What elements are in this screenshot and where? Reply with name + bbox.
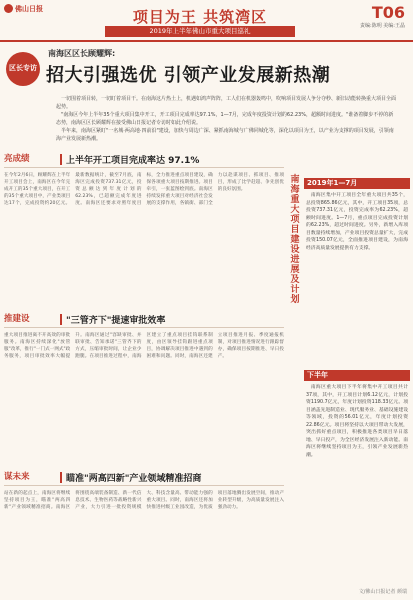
section-title: 上半年开工项目完成率达 97.1% [66, 156, 200, 166]
sidebar-block-text: 南海区重大项目下半年将集中开工项目共计37项，其中，开工项目计划6.12亿元，计划投资1190.7亿元，年度计划投资118.33亿元。项目涵盖先进制造业、现代服务业、基础设施建设等领域，投资的56.01亿元，年度计划投资22.86亿元。项目将坚持以大项目带动大发展，突出抓好重点项目，积极推进各类项目早日落地、早日投产，为全区经济发展注入新动能。南海区将继续坚持项目为王，引领产业发展新热潮。 [306, 385, 408, 458]
lead-paragraph: 半年来，南海区紧盯"一名城·两高地·四前沿"建设，加快与周边广深、紧抓南海城与广佛同城化等，深化以项目为王，以产业为支撑的项目发展，引领南海产业发展新热潮。 [56, 128, 394, 142]
section-rule [4, 327, 284, 328]
sidebar-block-header: 下半年 [304, 370, 410, 381]
section-body: 站在新的起点上，南海区将继续坚持项目为王，瞄准"两高四新"产业领域精准招商。南海区将围绕高端装备制造、新一代信息技术、生物医药等战略性新兴产业，大力引进一批投资规模大、科技含量高、带动能力强的重大项目。同时，南海区还将加快推进村级工业园改造，为优质项目落地腾出发展空间，推动产业转型升级，为高质量发展注入强劲动力。 [4, 491, 284, 510]
section-marker [60, 472, 62, 483]
editor-credit: 责编:陈明 美编:王晶 [360, 23, 405, 29]
sidebar-block-h2 [304, 370, 410, 462]
lead-paragraph: 一切围着项目转，一切盯着项目干。在南海这片热土上，机遇如鸿声阵阵，工人们在机器轰鸣中，吹响项目发展人争分夺秒、新旧动能转换重大项目全面起势。 [56, 96, 397, 110]
section-marker [60, 154, 62, 165]
page-number: T06 [371, 3, 405, 22]
section-header-future [4, 470, 284, 486]
sidebar-block-text: 南海区集中开工项目全年重大项目共35个，总投资865.86亿元，其中，开工项目35项，总投资737.31亿元，投资完成率为62.23%，超额时间进度。1—7月，重点项目完成投资计划的62.23%，超过时间进度。另外，新增入库项目数量持续增加，产业项目投资总量扩大，完成投资150.07亿元，全面推进项目建设，为南海经济高质量发展提供有力支撑。 [306, 193, 408, 251]
article-headline: 招大引强选优 引领产业发展新热潮 [46, 65, 331, 86]
article-lead [56, 95, 396, 143]
section-rule [4, 485, 284, 486]
section-header-construction [4, 312, 284, 328]
page-title: 项目为王 共筑湾区 [132, 8, 268, 26]
section-body: 在今年2月6日，顾耀辉在上半年开工项目会上，南海区在今年完成开工的35个重大项目，在开工的35个重大项目中，产业类项目达17个，完成投资约20亿元。最新数据统计，截至7月底，南海区完成投资737.31亿元，投资总额达到年度计划的62.23%，已超额完成年度进度。南海区还要求对照年度目标，全力推进重点项目建设，确保各项重大项目按期推进。项目牵引，一张蓝图绘到底。南海区持续发挥重大项目对经济社会发展的支撑作用，各镇街、部门全力以赴谋项目、抓项目、推项目，形成了比学赶超、争先创优的良好氛围。 [4, 173, 284, 206]
logo-text: 佛山日报 [15, 5, 43, 13]
section-tag: 亮成绩 [4, 154, 30, 164]
author-credit: 文/佛山日报记者 颜瑞 [358, 589, 407, 595]
section-marker [60, 314, 62, 325]
section-title: "三管齐下"提速审批效率 [66, 316, 166, 326]
sidebar-block-header: 2019年1—7月 [304, 178, 410, 189]
masthead-divider [0, 40, 413, 42]
section-title: 瞄准"两高四新"产业领域精准招商 [66, 474, 202, 484]
section-body: 重大项目推进离不开高效的审批服务。南海区持续深化"放管服"改革，推行"一门式一网式"政务服务，项目审批效率大幅提升。南海区通过"容缺审批、并联审批、告知承诺"三管齐下的方式，压缩审批时间，让企业少跑腿。在项目推进过程中，南海区建立了重点项目挂钩联系制度，由区领导挂钩跟进重点项目，协调解决项目推进中遇到的困难和问题。同时，南海区还建立项目推进月报、季度通报机制，对项目推进情况进行跟踪督办，确保项目按期推进、早日投产。 [4, 333, 284, 359]
article-kicker: 南海区区长顾耀辉: [48, 49, 116, 58]
logo-icon [4, 4, 13, 13]
sidebar-block-h1 [304, 178, 410, 255]
newspaper-logo [4, 4, 43, 14]
section-header-achievements [4, 152, 284, 168]
lead-paragraph: "南海区今年上半年35个重大项目集中开工，开工项目完成率达97.1%，1—7月，完成年度投资计划的62.23%，超额时间进度。"谁备着脚步不停的新态势，南海区区长顾耀辉在接受佛山日报记者专访时如此介绍说。 [56, 112, 394, 126]
masthead [0, 0, 413, 40]
section-rule [4, 167, 284, 168]
section-tag: 谋未来 [4, 472, 30, 482]
section-tag: 推建设 [4, 314, 30, 324]
sidebar-vertical-title: 南海重大项目建设进展及计划 [290, 175, 300, 305]
interview-badge: 区长专访 [6, 52, 40, 86]
page-subtitle: 2019年上半年佛山市重大项目巡礼 [105, 26, 295, 37]
